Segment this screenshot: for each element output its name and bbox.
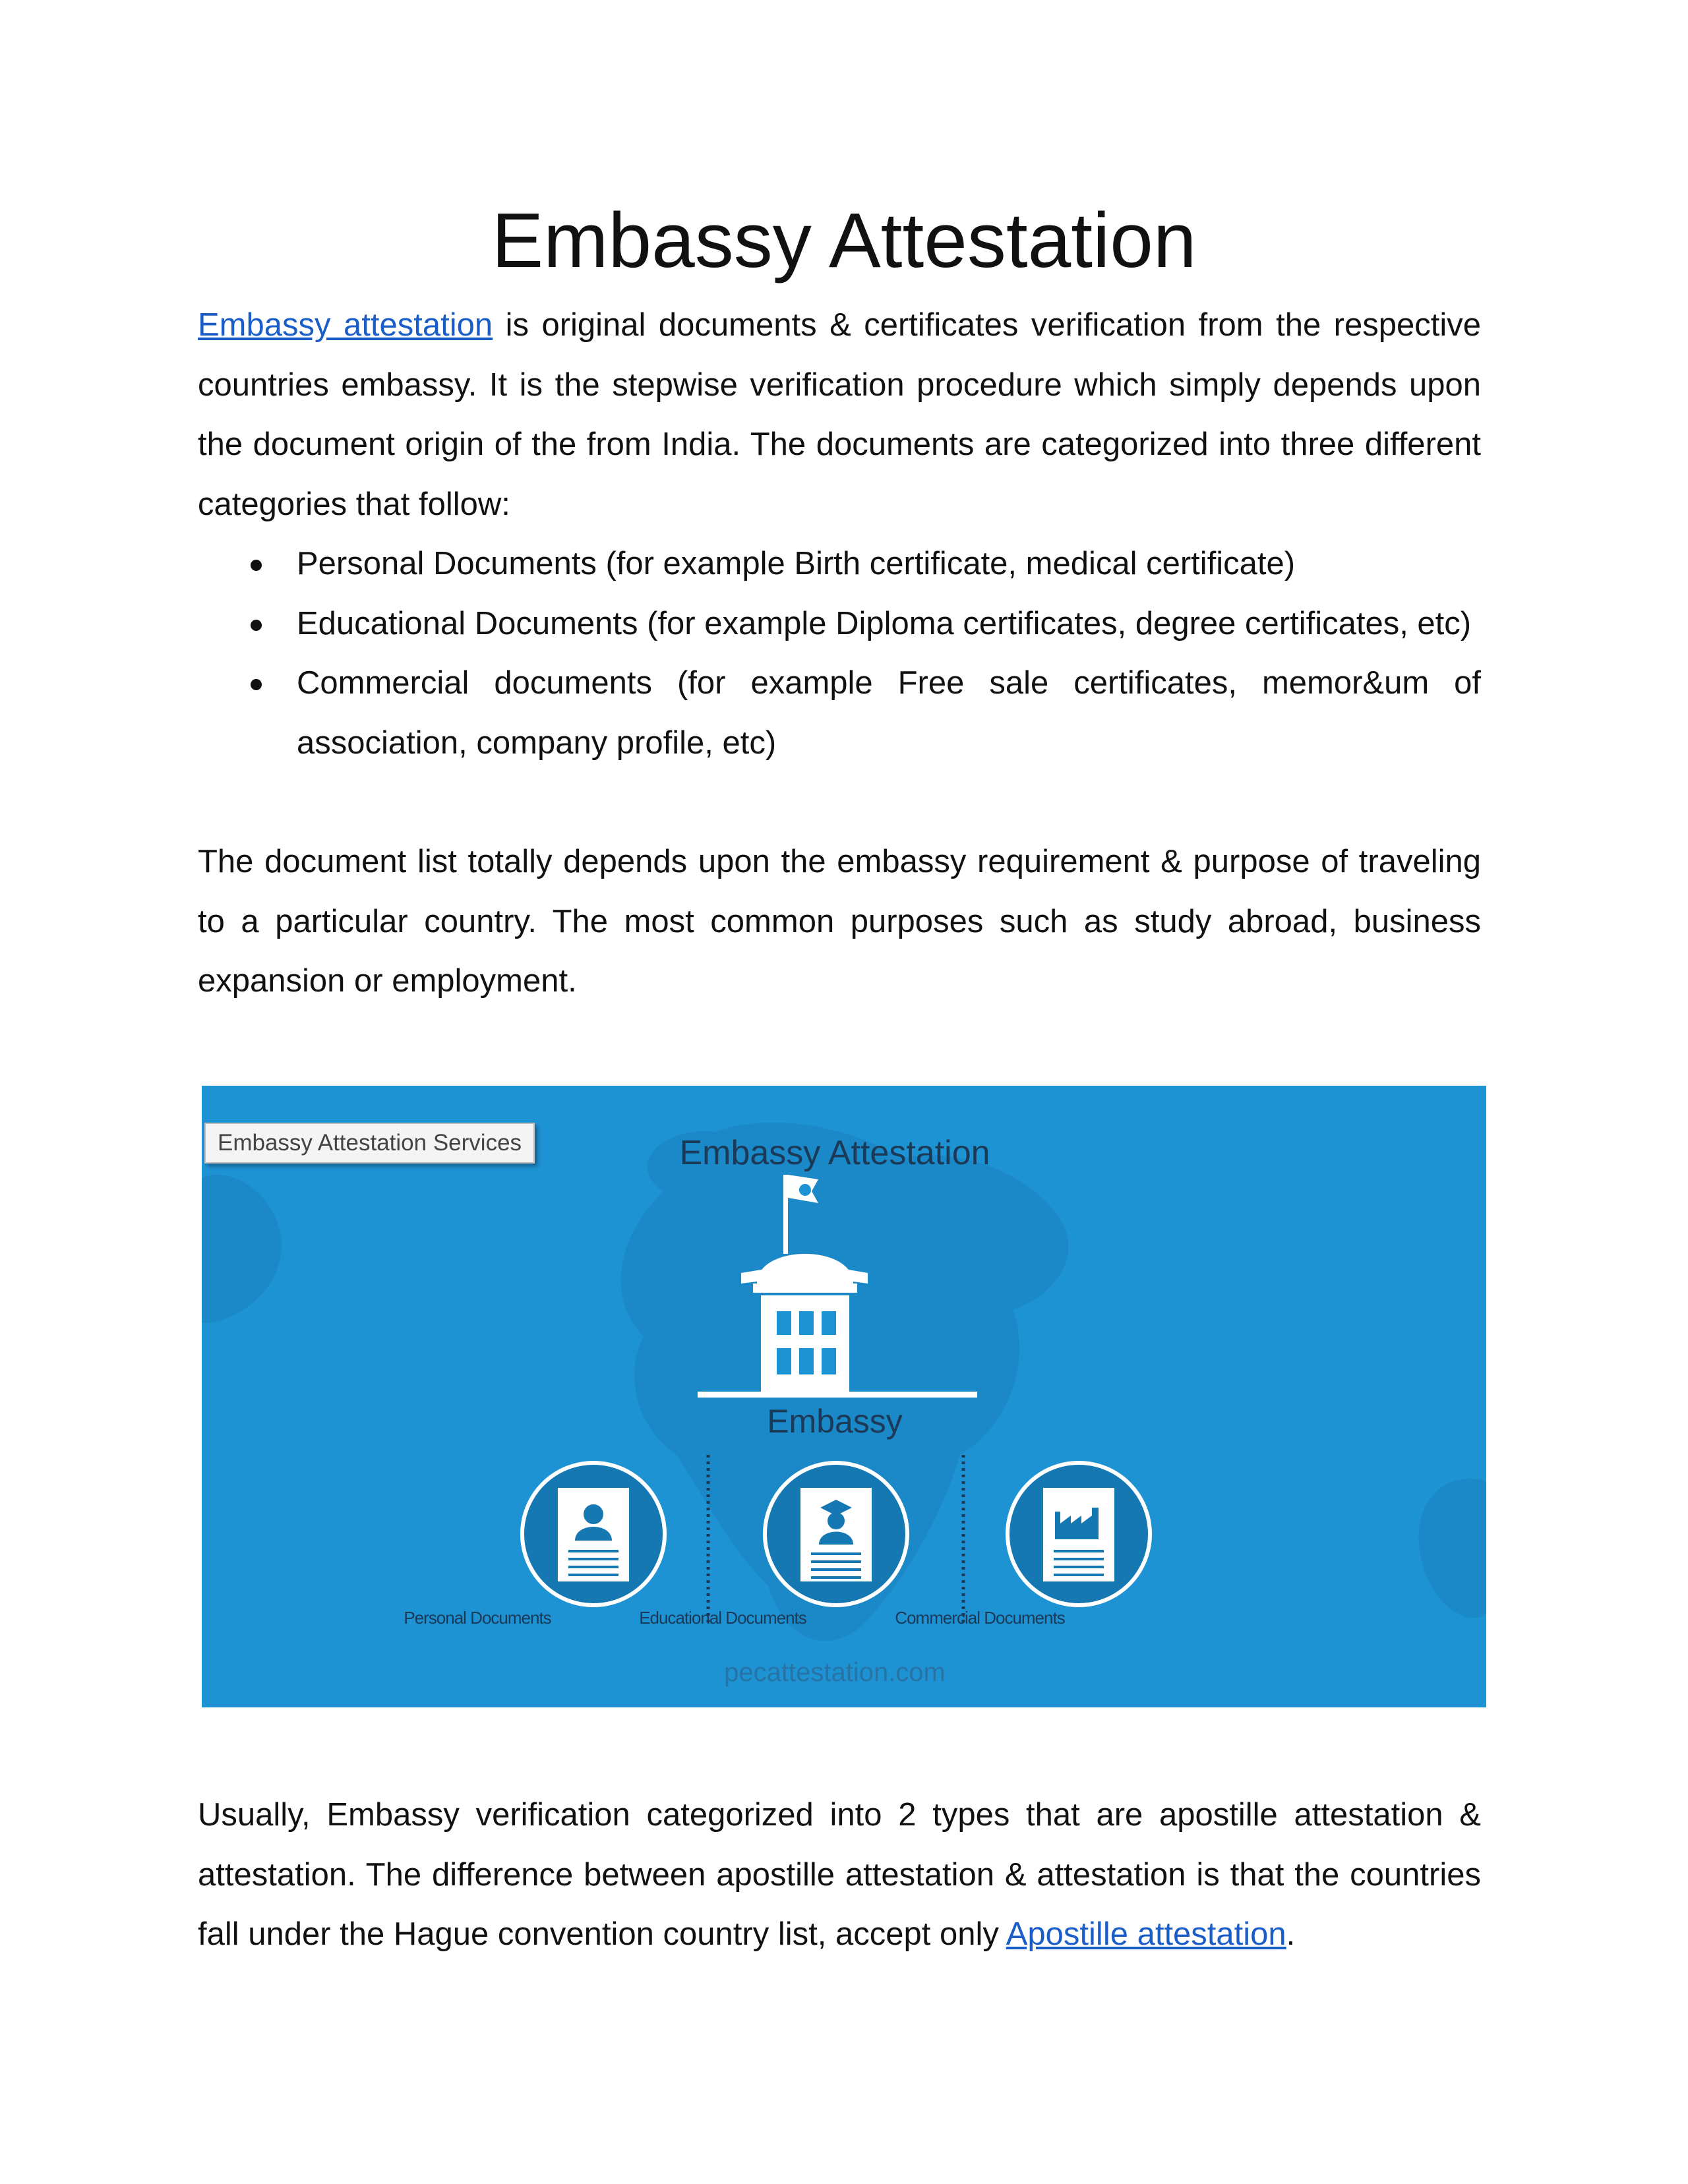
- list-item: Personal Documents (for example Birth certificate, medical certificate): [198, 534, 1481, 594]
- list-item: Commercial documents (for example Free sale certificates, memor&um of association, company profile, etc): [198, 653, 1481, 773]
- educational-document-icon: [765, 1463, 907, 1605]
- category-list: [198, 534, 1481, 773]
- embassy-label: Embassy: [767, 1403, 903, 1440]
- period: .: [1286, 1916, 1296, 1952]
- bullet-icon: [251, 620, 262, 631]
- commercial-documents-label: Commercial Documents: [895, 1608, 1065, 1628]
- types-paragraph: [198, 1785, 1481, 1964]
- commercial-document-icon: [1008, 1463, 1150, 1605]
- intro-paragraph: [198, 295, 1481, 534]
- intro-text: is original documents & certificates verification from the respective countries embassy. It is the stepwise verification procedure which simply depends upon the document origin of the from India. The documents are categorized into three different categories that follow:: [198, 307, 1481, 522]
- map-shape-left: [202, 1175, 282, 1323]
- embassy-attestation-infographic: [202, 1086, 1486, 1707]
- personal-document-icon: [522, 1463, 665, 1605]
- infographic-title: Embassy Attestation: [679, 1134, 990, 1172]
- apostille-attestation-link[interactable]: Apostille attestation: [1006, 1916, 1286, 1952]
- services-tab: Embassy Attestation Services: [204, 1123, 535, 1164]
- personal-documents-label: Personal Documents: [404, 1608, 551, 1628]
- list-item: Educational Documents (for example Diploma certificates, degree certificates, etc): [198, 594, 1481, 654]
- embassy-attestation-link[interactable]: Embassy attestation: [198, 307, 493, 343]
- watermark: pecattestation.com: [724, 1658, 946, 1687]
- educational-documents-label: Educational Documents: [639, 1608, 806, 1628]
- bullet-icon: [251, 560, 262, 571]
- purpose-paragraph: The document list totally depends upon the embassy requirement & purpose of traveling to a particular country. The most common purposes such as study abroad, business expansion or employment.: [198, 844, 1481, 999]
- page-title: Embassy Attestation: [491, 197, 1197, 284]
- types-text: Usually, Embassy verification categorized into 2 types that are apostille attestation & attestation. The difference between apostille attestation & attestation is that the countries fall under the Hague convention country list, accept only: [198, 1797, 1481, 1952]
- bullet-icon: [251, 679, 262, 690]
- map-shape-right: [1419, 1479, 1486, 1618]
